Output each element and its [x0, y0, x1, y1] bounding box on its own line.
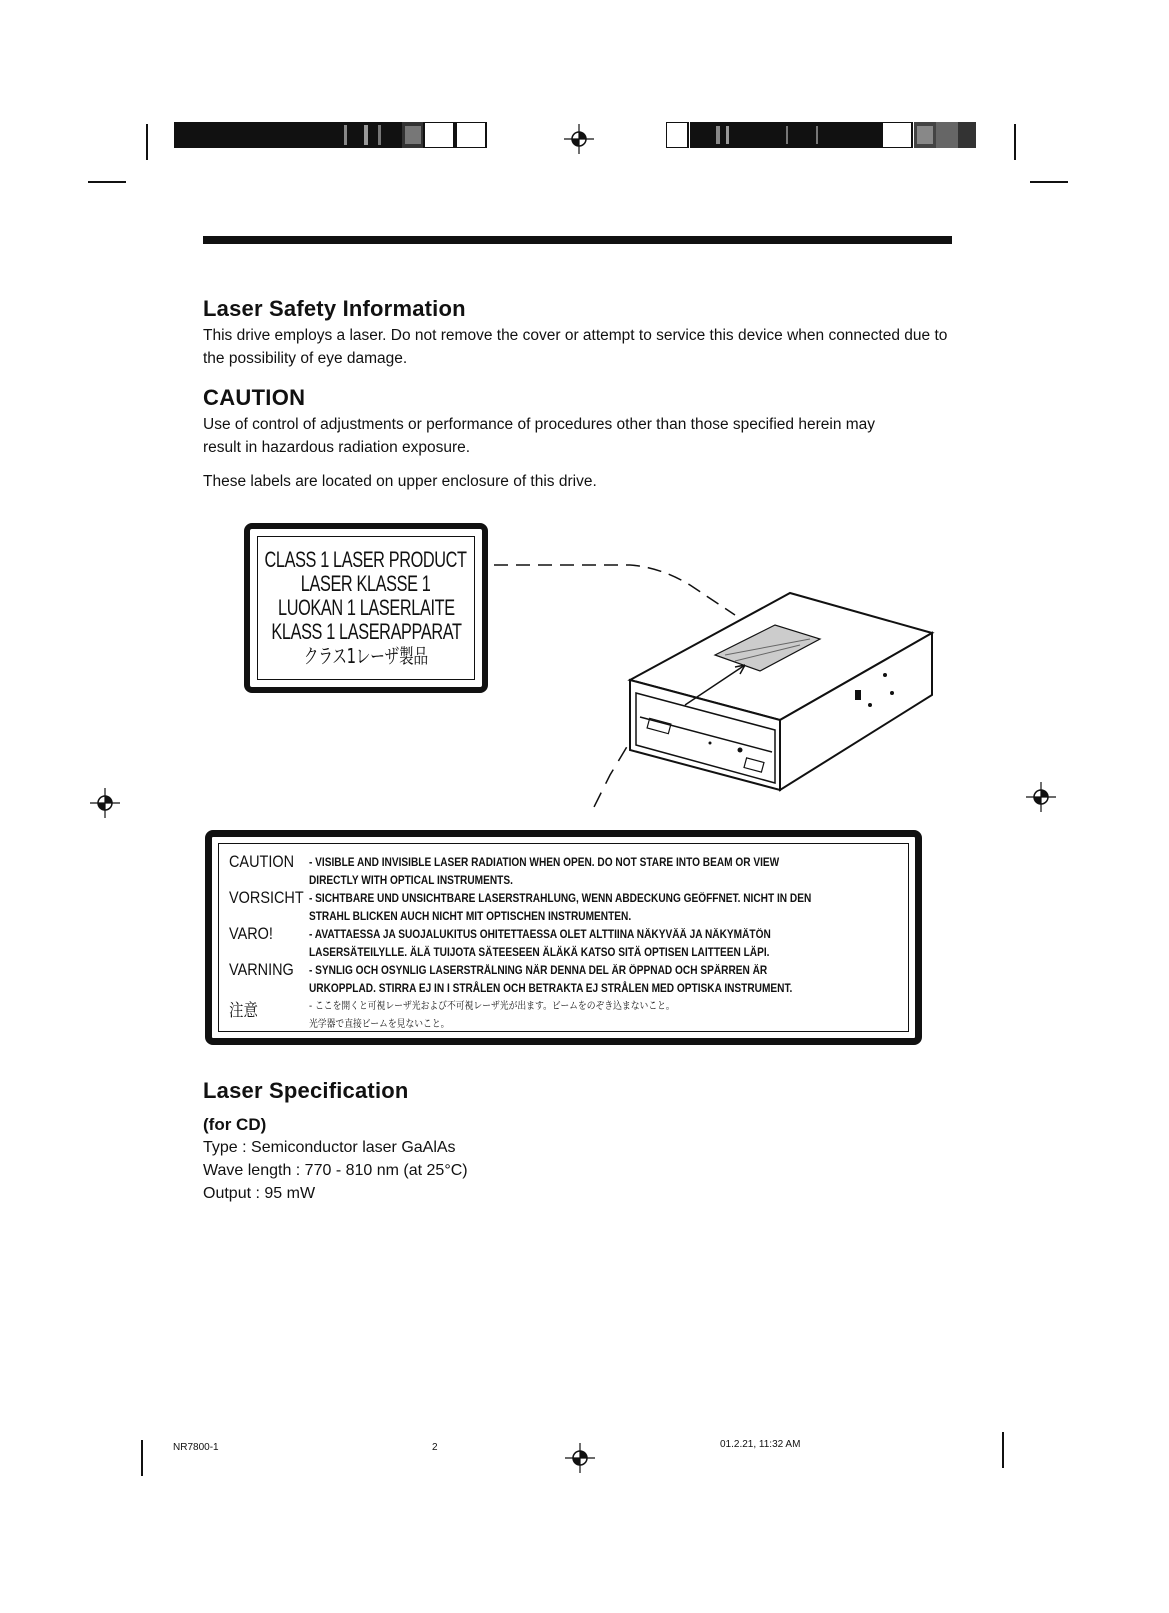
- laser-safety-title: Laser Safety Information: [203, 296, 466, 321]
- warning-row-vorsicht: [229, 888, 919, 924]
- registration-target-left: [90, 788, 120, 818]
- laser-spec-wavelength: Wave length : 770 - 810 nm (at 25°C): [203, 1162, 468, 1179]
- warning-text-japanese: - ここを開くと可視レーザ光および不可視レーザ光が出ます。ビームをのぞき込まないこと。 光学器で直接ビームを見ないこと。: [309, 1001, 675, 1030]
- warning-text-varo: - AVATTAESSA JA SUOJALUKITUS OHITETTAESSA OLET ALTTIINA NÄKYVÄÄ JA NÄKYMÄTÖN LASERSÄTEILYLLE. ÄLÄ TUIJOTA SÄTEESEEN ÄLÄKÄ KATSO SITÄ OPTISEN LAITTEEN LÄPI.: [309, 929, 771, 959]
- warning-row-varo: [229, 924, 919, 960]
- color-registration-bar-left: [174, 122, 490, 148]
- labels-location-note: These labels are located on upper enclosure of this drive.: [203, 473, 597, 490]
- crop-mark-bottom-right: [1002, 1432, 1004, 1468]
- laser-spec-section: [203, 1078, 803, 1205]
- warning-key-caution: CAUTION: [229, 852, 295, 871]
- crop-mark-right-top: [1014, 124, 1016, 160]
- class-label-line-fi: LUOKAN 1 LASERLAITE: [277, 595, 455, 620]
- color-registration-bar-right: [666, 122, 986, 148]
- caution-title: CAUTION: [203, 385, 306, 410]
- laser-spec-title: Laser Specification: [203, 1078, 409, 1103]
- laser-spec-subtitle: (for CD): [203, 1115, 267, 1134]
- warning-text-caution: - VISIBLE AND INVISIBLE LASER RADIATION WHEN OPEN. DO NOT STARE INTO BEAM OR VIEW DIRECTLY WITH OPTICAL INSTRUMENTS.: [309, 857, 780, 887]
- footer-timestamp: 01.2.21, 11:32 AM: [720, 1439, 801, 1450]
- registration-target-top: [564, 124, 594, 154]
- registration-target-right: [1026, 782, 1056, 812]
- laser-spec-output: Output : 95 mW: [203, 1185, 316, 1202]
- caution-section: [203, 385, 963, 493]
- warning-text-vorsicht: - SICHTBARE UND UNSICHTBARE LASERSTRAHLUNG, WENN ABDECKUNG GEÖFFNET. NICHT IN DEN STRAHL BLICKEN AUCH NICHT MIT OPTISCHEN INSTRUMENTEN.: [309, 893, 812, 923]
- warning-text-varning: - SYNLIG OCH OSYNLIG LASERSTRÅLNING NÄR DENNA DEL ÄR ÖPPNAD OCH SPÄRREN ÄR URKOPPLAD. STIRRA EJ IN I STRÅLEN OCH BETRAKTA EJ STRÅLEN MED OPTISKA INSTRUMENT.: [309, 965, 793, 995]
- crop-mark-right-horizontal: [1030, 181, 1068, 183]
- crop-mark-bottom-left: [141, 1440, 143, 1476]
- class-label-line-sv: KLASS 1 LASERAPPARAT: [270, 619, 462, 644]
- caution-text: Use of control of adjustments or performance of procedures other than those specified herein may result in hazardous radiation exposure.: [203, 416, 876, 456]
- warning-row-japanese: [229, 996, 919, 1032]
- warning-key-varning: VARNING: [229, 960, 294, 979]
- footer-doc-id: NR7800-1: [173, 1442, 219, 1453]
- laser-safety-text: This drive employs a laser. Do not remove the cover or attempt to service this device when connected due to the possibility of eye damage.: [203, 327, 948, 367]
- laser-safety-section: [203, 296, 963, 370]
- class-label-line-de: LASER KLASSE 1: [301, 571, 431, 596]
- class1-laser-label: [244, 523, 488, 693]
- warning-key-japanese: 注意: [229, 1001, 258, 1021]
- class-label-line-en: CLASS 1 LASER PRODUCT: [264, 547, 468, 572]
- crop-mark-left-top: [146, 124, 148, 160]
- warning-key-vorsicht: VORSICHT: [229, 888, 304, 907]
- registration-target-bottom: [565, 1443, 595, 1473]
- warning-row-varning: [229, 960, 919, 996]
- cd-drive-illustration: [490, 545, 950, 830]
- laser-spec-type: Type : Semiconductor laser GaAlAs: [203, 1139, 456, 1156]
- multilingual-warning-label: [205, 830, 922, 1045]
- crop-mark-left-horizontal: [88, 181, 126, 183]
- footer-page-number: 2: [432, 1442, 438, 1453]
- warning-key-varo: VARO!: [229, 924, 273, 943]
- warning-row-caution: [229, 852, 919, 888]
- header-rule: [203, 236, 952, 244]
- class-label-line-ja: クラス1レーザ製品: [303, 644, 429, 668]
